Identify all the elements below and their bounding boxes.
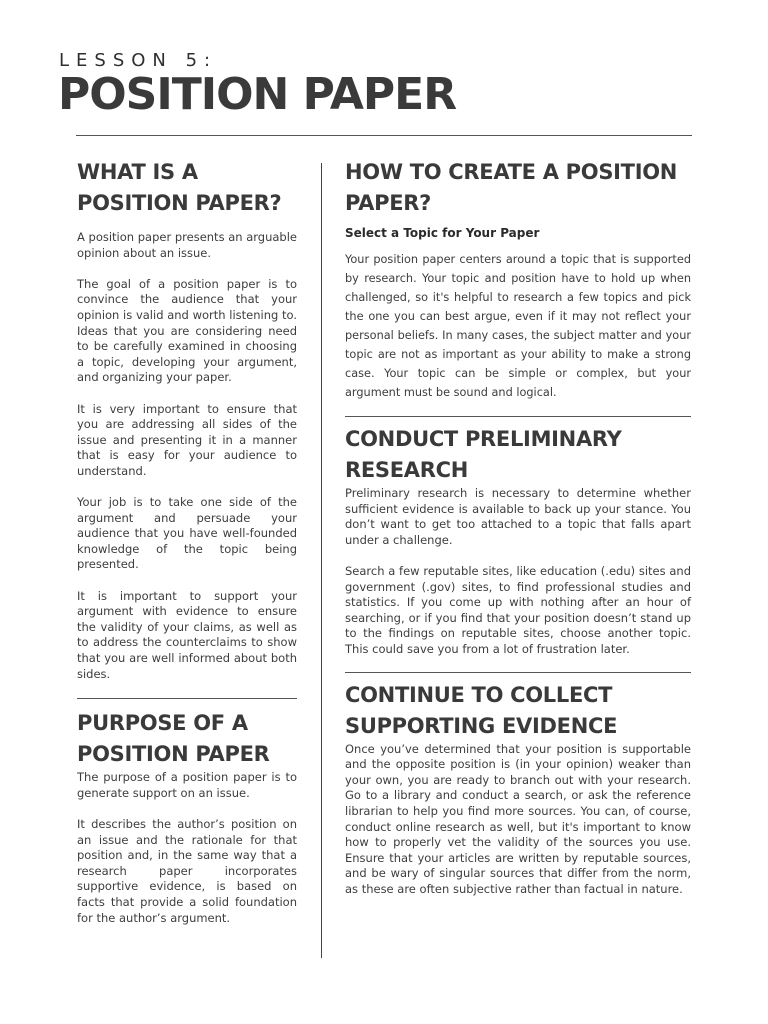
what-is-heading: WHAT IS A POSITION PAPER? <box>77 160 282 215</box>
title-divider <box>76 135 692 136</box>
right-column <box>345 157 691 897</box>
what-is-paragraph: A position paper presents an arguable opinion about an issue. <box>77 230 297 260</box>
what-is-paragraph: It is very important to ensure that you are addressing all sides of the issue and presenting it in a manner that is easy for your audience to understand. <box>77 401 297 478</box>
research-paragraph: Preliminary research is necessary to determine whether sufficient evidence is available to back up your stance. You don’t want to get too attached to a topic that falls apart under a challenge. <box>345 486 691 547</box>
select-topic-subheading: Select a Topic for Your Paper <box>345 226 540 240</box>
purpose-paragraph: It describes the author’s position on an issue and the rationale for that position and, in the same way that a research paper incorporates supportive evidence, is based on facts that provide a solid foundation for the author’s argument. <box>77 817 297 925</box>
column-divider <box>321 163 322 958</box>
select-topic-paragraph: Your position paper centers around a topic that is supported by research. Your topic and position have to hold up when challenged, so it's helpful to research a few topics and pick the one you can best argue, even if it may not reflect your personal beliefs. In many cases, the subject matter and your topic are not as important as your ability to make a strong case. Your topic can be simple or complex, but your argument must be sound and logical. <box>345 253 691 399</box>
how-to-create-heading: HOW TO CREATE A POSITION PAPER? <box>345 160 678 215</box>
evidence-paragraph: Once you’ve determined that your position is supportable and the opposite position is (in your opinion) weaker than your own, you are ready to branch out with your research. Go to a library and conduct a search, or ask the reference librarian to help you find more sources. You can, of course, conduct online research as well, but it's important to know how to properly vet the validity of the sources you use. Ensure that your articles are written by reputable sources, and be wary of singular sources that differ from the norm, as these are often subjective rather than factual in nature. <box>345 741 691 896</box>
left-column <box>77 157 297 926</box>
purpose-heading: PURPOSE OF A POSITION PAPER <box>77 711 270 767</box>
supporting-evidence-heading: CONTINUE TO COLLECT SUPPORTING EVIDENCE <box>345 682 618 738</box>
what-is-paragraph: The goal of a position paper is to convince the audience that your opinion is valid and worth listening to. Ideas that you are considering need to be carefully examined in choosing a topic, developing your argument, and organizing your paper. <box>77 276 297 385</box>
what-is-paragraph: It is important to support your argument with evidence to ensure the validity of your claims, as well as to address the counterclaims to show that you are well informed about both sides. <box>77 588 297 681</box>
research-paragraph: Search a few reputable sites, like education (.edu) sites and government (.gov) sites, to find professional studies and statistics. If you come up with nothing after an hour of searching, or if you find that your position doesn’t stand up to the findings on reputable sites, choose another topic. This could save you from a lot of frustration later. <box>345 563 691 656</box>
preliminary-research-heading: CONDUCT PRELIMINARY RESEARCH <box>345 427 622 482</box>
page-title: POSITION PAPER <box>58 69 457 120</box>
lesson-label: LESSON 5: <box>59 50 218 71</box>
purpose-paragraph: The purpose of a position paper is to generate support on an issue. <box>77 770 297 800</box>
what-is-paragraph: Your job is to take one side of the argument and persuade your audience that you have well-founded knowledge of the topic being presented. <box>77 495 297 572</box>
